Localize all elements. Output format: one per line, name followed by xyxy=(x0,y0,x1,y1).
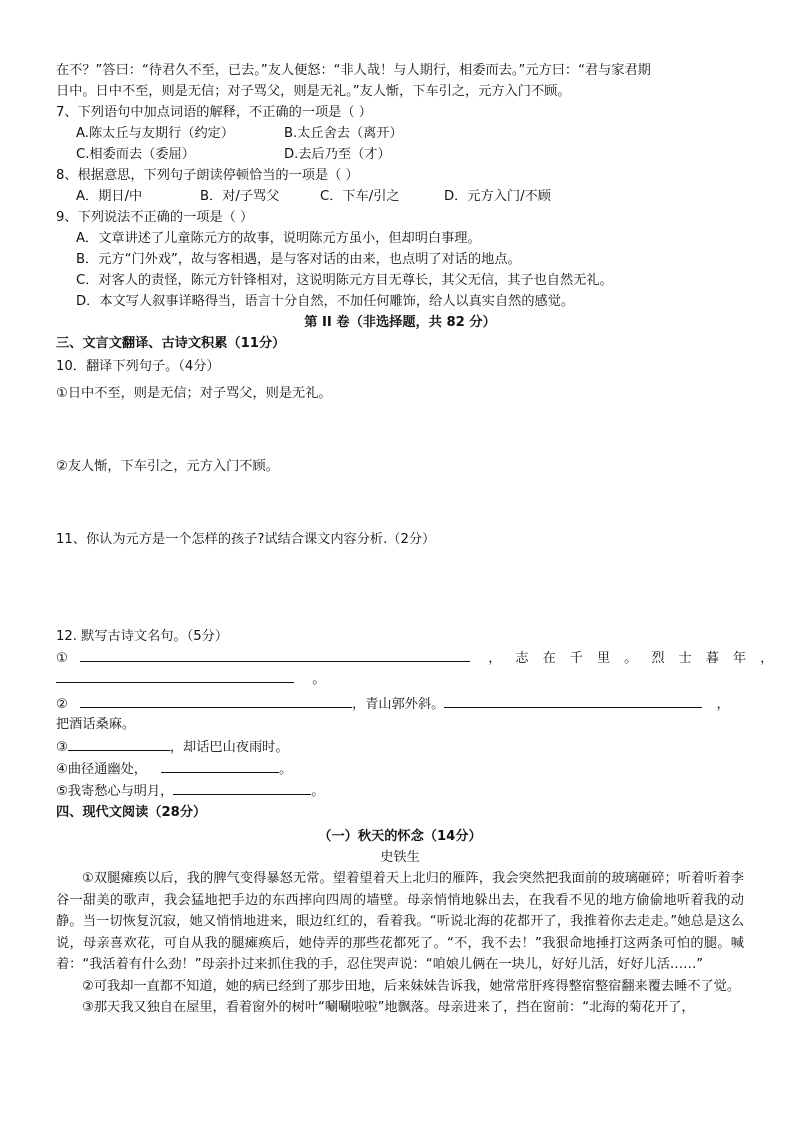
q11-stem: 11、你认为元方是一个怎样的孩子?试结合课文内容分析.（2分） xyxy=(56,532,436,547)
section3-title: 三、文言文翻译、古诗文积累（11分） xyxy=(56,336,286,351)
q9-stem: 9、下列说法不正确的一项是（ ） xyxy=(56,210,254,225)
q7-option-b: B.太丘舍去（离开） xyxy=(284,126,403,141)
q12-item-1 xyxy=(56,647,788,668)
q11-answer-space[interactable] xyxy=(56,550,744,626)
q7-option-d: D.去后乃至（才） xyxy=(284,147,391,162)
q12-item-4-end: 。 xyxy=(279,762,293,777)
q9-option-b: B．元方“门外戏”，故与客相遇，是与客对话的由来，也点明了对话的地点。 xyxy=(76,252,521,267)
article-paragraph-1: ①双腿瘫痪以后，我的脾气变得暴怒无常。望着望着天上北归的雁阵，我会突然把我面前的玻璃砸碎；听着听着李谷一甜美的歌声，我会猛地把手边的东西摔向四周的墙壁。母亲悄悄地躲出去，在我看不见的地方偷偷地听着我的动静。当一切恢复沉寂，她又悄悄地进来，眼边红红的，看着我。“听说北海的花都开了，我推着你去走走。”她总是这么说，母亲喜欢花，可自从我的腿瘫痪后，她侍弄的那些花都死了。“不，我不去！”我狠命地捶打这两条可怕的腿。喊着：“我活着有什么劲！”母亲扑过来抓住我的手，忍住哭声说：“咱娘儿俩在一块儿，好好儿活，好好儿活……” xyxy=(56,871,744,972)
q9-option-c: C．对客人的责怪，陈元方针锋相对，这说明陈元方目无尊长，其父无信，其子也自然无礼。 xyxy=(76,273,613,288)
q9-option-d: D．本文写人叙事详略得当，语言十分自然，不加任何雕饰，给人以真实自然的感觉。 xyxy=(76,294,575,309)
q12-blank-5[interactable] xyxy=(68,736,170,751)
q7-options-row-1 xyxy=(56,123,744,144)
q12-item-1-end: 。 xyxy=(312,672,326,687)
part2-title: 第 II 卷（非选择题，共 82 分） xyxy=(304,315,496,330)
q8-stem: 8、根据意思，下列句子朗读停顿恰当的一项是（ ） xyxy=(56,168,359,183)
q12-item-2-number: ② xyxy=(56,697,68,712)
q12-item-5-end: 。 xyxy=(311,784,325,799)
q12-blank-7[interactable] xyxy=(173,780,311,795)
q10-sentence-2: ②友人惭，下车引之，元方入门不顾。 xyxy=(56,459,279,474)
exam-page xyxy=(56,60,788,1019)
q10-sentence-1: ①日中不至，则是无信；对子骂父，则是无礼。 xyxy=(56,386,332,401)
q12-item-2-mid: ，青山郭外斜。 xyxy=(352,697,445,712)
q9-option-a: A．文章讲述了儿童陈元方的故事，说明陈元方虽小，但却明白事理。 xyxy=(76,231,481,246)
q12-item-2-end: 把酒话桑麻。 xyxy=(56,717,136,732)
q10-answer-space-2[interactable] xyxy=(56,477,744,529)
q12-item-4-text: ④曲径通幽处， xyxy=(56,762,147,777)
q7-stem: 7、下列语句中加点词语的解释，不正确的一项是（ ） xyxy=(56,105,372,120)
q7-option-a: A.陈太丘与友期行（约定） xyxy=(76,126,235,141)
q8-option-b: B．对/子骂父 xyxy=(200,189,280,204)
article-author: 史铁生 xyxy=(380,850,420,865)
q7-options-row-2 xyxy=(56,144,744,165)
q12-item-1-number: ① xyxy=(56,651,68,666)
q12-blank-6[interactable] xyxy=(161,758,279,773)
q10-answer-space-1[interactable] xyxy=(56,404,744,456)
q12-item-4 xyxy=(56,758,744,779)
q12-item-2 xyxy=(56,693,744,714)
intro-line-1: 在不？”答曰：“待君久不至，已去。”友人便怒：“非人哉！与人期行，相委而去。”元方曰：“君与家君期 xyxy=(56,63,651,78)
q12-item-1-cont xyxy=(56,668,744,689)
q12-blank-3[interactable] xyxy=(80,693,352,708)
q12-item-3-text: ，却话巴山夜雨时。 xyxy=(169,740,289,755)
q12-stem: 12. 默写古诗文名句。（5分） xyxy=(56,629,229,644)
article-paragraph-3: ③那天我又独自在屋里，看着窗外的树叶“唰唰啦啦”地飘落。母亲进来了，挡在窗前：“北海的菊花开了， xyxy=(82,1000,695,1015)
article-title: （一）秋天的怀念（14分） xyxy=(318,829,482,844)
q12-blank-2[interactable] xyxy=(56,668,294,683)
q12-item-5 xyxy=(56,780,744,801)
q12-blank-1[interactable] xyxy=(80,647,470,662)
q12-item-1-text: ，志在千里。烈士暮年， xyxy=(488,651,788,666)
q12-blank-4[interactable] xyxy=(444,693,702,708)
q8-option-d: D．元方入门/不顾 xyxy=(444,189,551,204)
article-paragraph-2: ②可我却一直都不知道，她的病已经到了那步田地，后来妹妹告诉我，她常常肝疼得整宿整宿翻来覆去睡不了觉。 xyxy=(82,978,741,994)
q12-item-5-text: ⑤我寄愁心与明月， xyxy=(56,784,174,799)
q12-item-3-number: ③ xyxy=(56,740,68,755)
q12-item-3 xyxy=(56,736,744,757)
q8-option-c: C．下车/引之 xyxy=(320,189,400,204)
q12-item-2-comma: ， xyxy=(716,697,730,712)
q8-option-a: A．期日/中 xyxy=(76,189,143,204)
q8-options-row xyxy=(56,186,744,207)
q7-option-c: C.相委而去（委屈） xyxy=(76,147,195,162)
q10-stem: 10．翻译下列句子。（4分） xyxy=(56,359,220,374)
section4-title: 四、现代文阅读（28分） xyxy=(56,805,207,820)
intro-line-2: 日中。日中不至，则是无信；对子骂父，则是无礼。”友人惭，下车引之，元方入门不顾。 xyxy=(56,84,571,99)
